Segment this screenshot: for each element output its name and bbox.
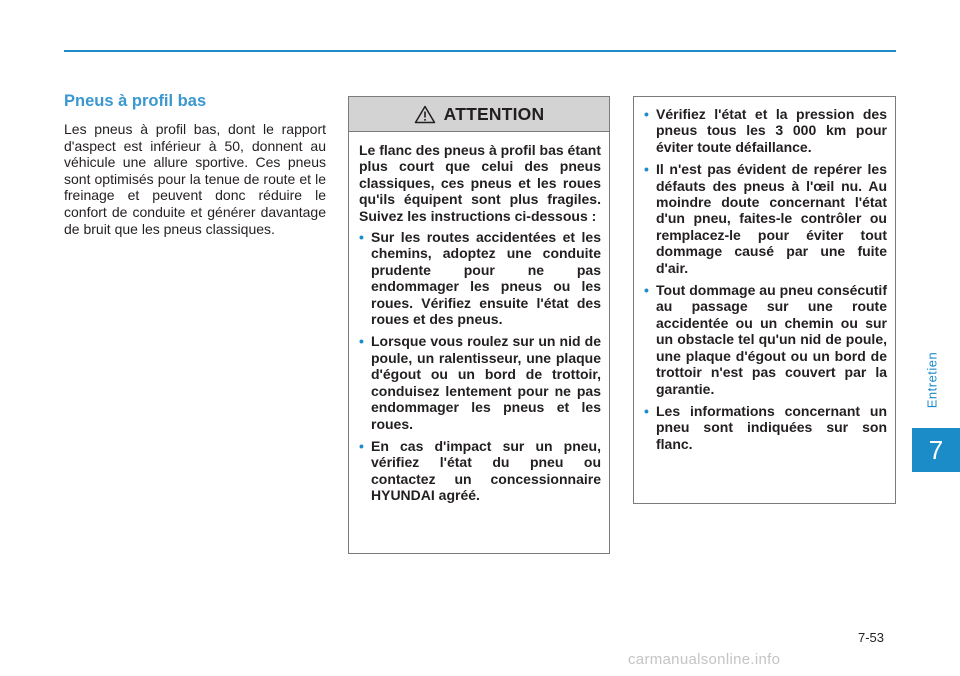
- list-item: [359, 438, 601, 504]
- list-item: [644, 106, 887, 155]
- continued-bullet-list: [644, 106, 887, 452]
- list-item: [359, 229, 601, 327]
- bullet-text: Il n'est pas évident de repérer les défauts des pneus à l'œil nu. Au moindre doute concernant l'état d'un pneu, faites-le contrôler ou remplacez-le pour éviter tout dommage causé par une fuite d'air.: [656, 161, 887, 276]
- bullet-dot-icon: •: [644, 402, 649, 419]
- bullet-dot-icon: •: [644, 161, 649, 178]
- continued-content: [634, 97, 895, 452]
- bullet-dot-icon: •: [644, 106, 649, 122]
- bullet-text: Tout dommage au pneu consécutif au passage sur une route accidentée ou un chemin ou sur un obstacle tel qu'un nid de poule, une plaque d'égout ou un bord de trottoir n'est pas couvert par la garantie.: [656, 282, 887, 397]
- attention-bullet-list: [359, 229, 601, 504]
- attention-content: [349, 132, 609, 504]
- list-item: [644, 282, 887, 397]
- list-item: [644, 161, 887, 276]
- list-item: [644, 403, 887, 452]
- attention-header: [349, 97, 609, 132]
- chapter-number-tab: 7: [912, 428, 960, 472]
- chapter-side-label: Entretien: [924, 351, 940, 409]
- bullet-dot-icon: •: [644, 282, 649, 299]
- section-title: Pneus à profil bas: [64, 92, 207, 110]
- bullet-text: Sur les routes accidentées et les chemins, adoptez une conduite prudente pour ne pas endommager les pneus ou les roues. Vérifiez ensuite l'état des roues et des pneus.: [371, 229, 601, 328]
- attention-box: [348, 96, 610, 554]
- bullet-dot-icon: •: [359, 437, 364, 454]
- bullet-dot-icon: •: [359, 333, 364, 350]
- section-paragraph: Les pneus à profil bas, dont le rapport d'aspect est inférieur à 50, donnent au véhicule une allure sportive. Ces pneus sont optimisés pour la tenue de route et le freinage et peuvent donc réduire le confort de conduite et générer davantage de bruit que les pneus classiques.: [64, 121, 326, 237]
- watermark: carmanualsonline.info: [628, 651, 781, 668]
- attention-continued-box: [633, 96, 896, 504]
- bullet-text: Lorsque vous roulez sur un nid de poule, un ralentisseur, une plaque d'égout ou un bord de trottoir, conduisez lentement pour ne pas endommager les pneus et les roues.: [371, 333, 601, 432]
- bullet-text: Les informations concernant un pneu sont indiquées sur son flanc.: [656, 402, 887, 452]
- list-item: [359, 333, 601, 431]
- page-number: 7-53: [858, 630, 885, 645]
- attention-title: ATTENTION: [443, 103, 545, 124]
- warning-triangle-icon: [414, 105, 436, 124]
- bullet-text: En cas d'impact sur un pneu, vérifiez l'état du pneu ou contactez un concessionnaire HYUNDAI agréé.: [371, 437, 601, 504]
- attention-intro: Le flanc des pneus à profil bas étant plus court que celui des pneus classiques, ces pneus et les roues qu'ils équipent sont plus fragiles. Suivez les instructions ci-dessous :: [359, 142, 601, 224]
- header-rule: [64, 50, 896, 52]
- bullet-text: Vérifiez l'état et la pression des pneus tous les 3 000 km pour éviter toute défaillance.: [656, 106, 887, 155]
- bullet-dot-icon: •: [359, 229, 364, 246]
- left-column: [64, 92, 326, 237]
